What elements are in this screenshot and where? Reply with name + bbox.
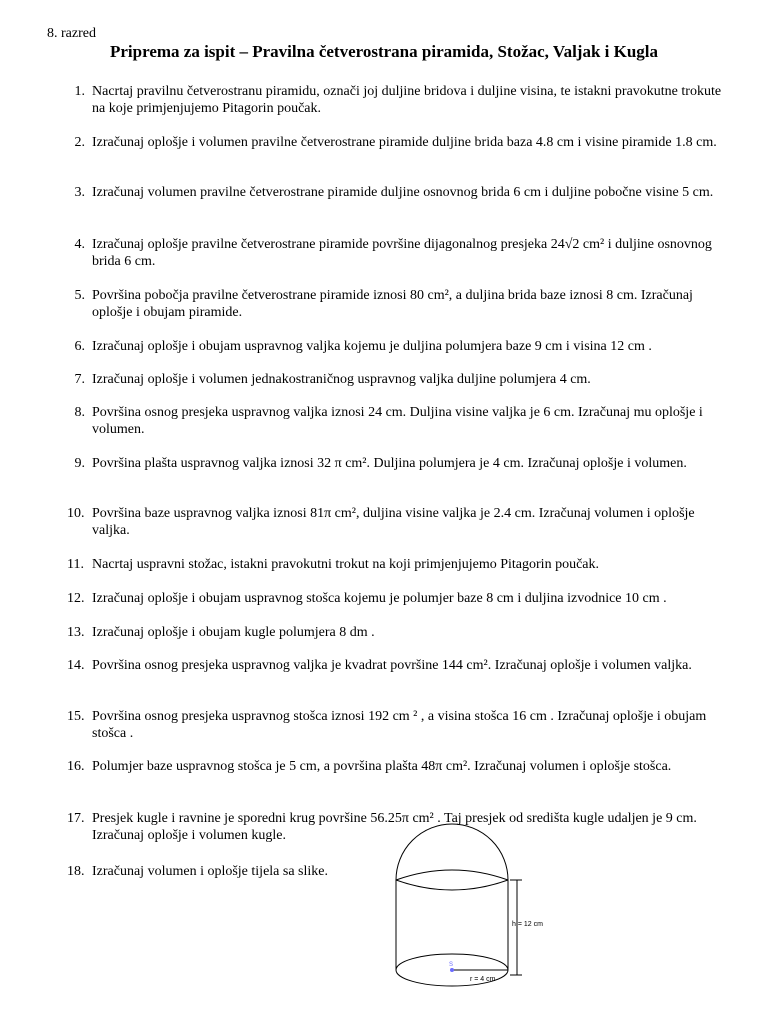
- task-text: Nacrtaj pravilnu četverostranu piramidu, označi joj duljine bridova i duljine visina, te istakni pravokutne trokute na koje primjenjujemo Pitagorin poučak.: [92, 84, 722, 116]
- task-number: 2.: [74, 135, 85, 150]
- task-item: [67, 590, 725, 607]
- task-number: 4.: [74, 237, 85, 252]
- task-text: Izračunaj oplošje i obujam kugle polumjera 8 dm .: [92, 625, 375, 640]
- task-item: [70, 184, 725, 201]
- task-text: Površina osnog presjeka uspravnog stošca iznosi 192 cm ² , a visina stošca 16 cm . Izračunaj oplošje i obujam stošca .: [92, 709, 707, 741]
- task-item: [67, 708, 725, 742]
- task-number: 16.: [67, 759, 85, 774]
- task-text: Polumjer baze uspravnog stošca je 5 cm, a površina plašta 48π cm². Izračunaj volumen i oplošje stošca.: [92, 759, 672, 774]
- task-item: [70, 371, 725, 388]
- task-item: [67, 624, 725, 641]
- task-number: 3.: [74, 185, 85, 200]
- task-number: 7.: [74, 372, 85, 387]
- task-text: Površina osnog presjeka uspravnog valjka iznosi 24 cm. Duljina visine valjka je 6 cm. Izračunaj mu oplošje i volumen.: [92, 405, 703, 437]
- task-text: Izračunaj volumen i oplošje tijela sa slike.: [92, 864, 328, 879]
- task-item: [70, 236, 725, 270]
- grade-label: 8. razred: [47, 26, 96, 41]
- task-number: 8.: [74, 405, 85, 420]
- task-text: Izračunaj oplošje i volumen jednakostraničnog uspravnog valjka duljine polumjera 4 cm.: [92, 372, 591, 387]
- radius-label: r = 4 cm: [470, 976, 496, 983]
- task-number: 14.: [67, 658, 85, 673]
- task-item: [67, 863, 370, 880]
- task-text: Izračunaj volumen pravilne četverostrane piramide duljine osnovnog brida 6 cm i duljine pobočne visine 5 cm.: [92, 185, 714, 200]
- task-number: 12.: [67, 591, 85, 606]
- task-item: [67, 657, 725, 674]
- task-item: [67, 505, 725, 539]
- task-number: 1.: [74, 84, 85, 99]
- task-number: 9.: [74, 456, 85, 471]
- task-item: [67, 758, 725, 775]
- top-ellipse-back: [396, 870, 508, 880]
- task-text: Površina baze uspravnog valjka iznosi 81π cm², duljina visine valjka je 2.4 cm. Izračunaj volumen i oplošje valjka.: [92, 506, 695, 538]
- hemisphere-outline: [396, 824, 508, 880]
- page-title: Priprema za ispit – Pravilna četverostrana piramida, Stožac, Valjak i Kugla: [109, 42, 659, 61]
- center-label: S: [449, 962, 454, 968]
- task-item: [70, 83, 725, 117]
- task-text: Izračunaj oplošje pravilne četverostrane piramide površine dijagonalnog presjeka 24√2 cm² i duljine osnovnog brida 6 cm.: [92, 237, 712, 269]
- task-item: [70, 338, 725, 355]
- task-number: 13.: [67, 625, 85, 640]
- task-number: 11.: [67, 557, 84, 572]
- task-number: 17.: [67, 811, 85, 826]
- cylinder-hemisphere-figure: [380, 820, 560, 1000]
- task-item: [67, 556, 725, 573]
- task-number: 6.: [74, 339, 85, 354]
- task-text: Presjek kugle i ravnine je sporedni krug površine 56.25π cm² . Taj presjek od središta kugle udaljen je 9 cm. Izračunaj oplošje i volumen kugle.: [92, 811, 697, 843]
- task-number: 10.: [67, 506, 85, 521]
- task-number: 15.: [67, 709, 85, 724]
- task-item: [70, 134, 725, 151]
- task-number: 18.: [67, 864, 85, 879]
- height-label: h = 12 cm: [512, 921, 543, 928]
- task-text: Površina pobočja pravilne četverostrane piramide iznosi 80 cm², a duljina brida baze iznosi 8 cm. Izračunaj oplošje i obujam piramide.: [92, 288, 693, 320]
- task-item: [70, 455, 725, 472]
- task-text: Izračunaj oplošje i obujam uspravnog valjka kojemu je duljina polumjera baze 9 cm i visina 12 cm .: [92, 339, 652, 354]
- task-text: Izračunaj oplošje i obujam uspravnog stošca kojemu je polumjer baze 8 cm i duljina izvodnice 10 cm .: [92, 591, 667, 606]
- task-item: [70, 404, 725, 438]
- task-text: Izračunaj oplošje i volumen pravilne četverostrane piramide duljine brida baza 4.8 cm i visine piramide 1.8 cm.: [92, 135, 717, 150]
- top-ellipse-front: [396, 880, 508, 890]
- task-text: Površina osnog presjeka uspravnog valjka je kvadrat površine 144 cm². Izračunaj oplošje i volumen valjka.: [92, 658, 692, 673]
- task-number: 5.: [74, 288, 85, 303]
- task-item: [70, 287, 725, 321]
- task-text: Nacrtaj uspravni stožac, istakni pravokutni trokut na koji primjenjujemo Pitagorin poučak.: [92, 557, 599, 572]
- task-text: Površina plašta uspravnog valjka iznosi 32 π cm². Duljina polumjera je 4 cm. Izračunaj oplošje i volumen.: [92, 456, 687, 471]
- center-point: [450, 968, 454, 972]
